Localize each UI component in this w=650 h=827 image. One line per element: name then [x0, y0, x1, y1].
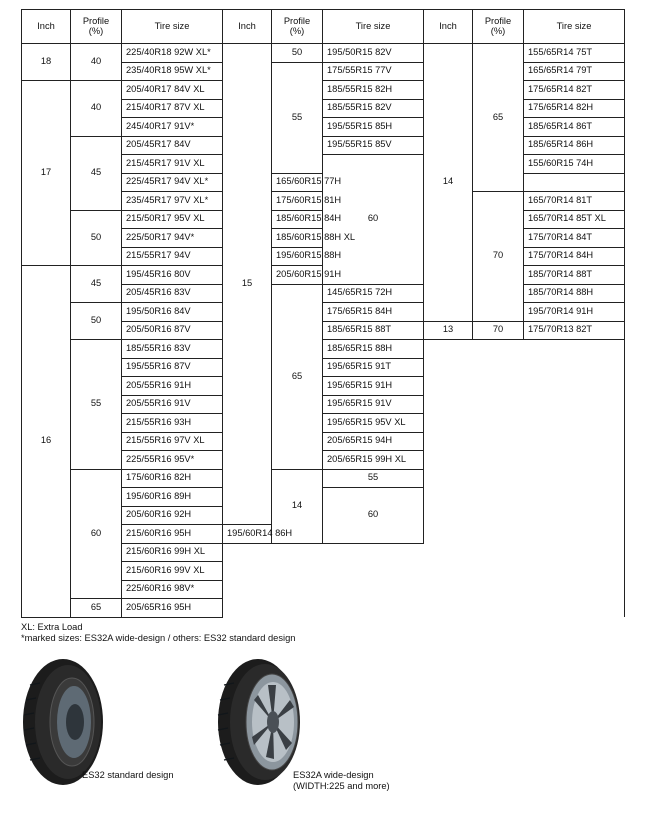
tire-size-cell: 175/70R14 84T [524, 229, 625, 248]
profile-cell: 45 [71, 136, 122, 210]
tire-size-cell: 195/50R16 84V [122, 303, 223, 322]
header-inch: Inch [424, 10, 473, 44]
profile-cell: 50 [71, 303, 122, 340]
header-inch: Inch [22, 10, 71, 44]
tire-size-cell: 235/40R18 95W XL* [122, 62, 223, 81]
profile-cell: 55 [71, 340, 122, 470]
profile-cell: 40 [71, 81, 122, 137]
inch-cell: 13 [424, 321, 473, 340]
tire-size-cell: 225/40R18 92W XL* [122, 44, 223, 63]
tire-size-cell: 175/70R14 84H [524, 247, 625, 266]
tire-size-cell: 215/45R17 91V XL [122, 155, 223, 174]
header-profile: Profile (%) [71, 10, 122, 44]
tire-size-cell: 185/70R14 88H [524, 284, 625, 303]
inch-cell: 14 [272, 469, 323, 543]
tire-size-cell: 185/65R14 86T [524, 118, 625, 137]
profile-cell: 60 [71, 469, 122, 599]
tire-size-cell: 185/55R16 83V [122, 340, 223, 359]
tire-size-cell: 185/65R14 86H [524, 136, 625, 155]
empty-area [223, 543, 424, 617]
profile-cell: 55 [272, 62, 323, 173]
inch-cell: 15 [223, 44, 272, 525]
tire-size-cell: 205/50R16 87V [122, 321, 223, 340]
tire-size-cell: 165/65R14 79T [524, 62, 625, 81]
tire-size-cell: 185/65R15 88H [323, 340, 424, 359]
tire-size-table [21, 9, 625, 618]
header-profile: Profile (%) [473, 10, 524, 44]
profile-cell: 55 [323, 469, 424, 488]
marked-sizes-note: *marked sizes: ES32A wide-design / others: ES32 standard design [21, 633, 296, 643]
tire-size-cell: 195/65R15 91H [323, 377, 424, 396]
tire-size-cell: 205/65R15 94H [323, 432, 424, 451]
tire-size-cell: 205/45R16 83V [122, 284, 223, 303]
tire-size-cell: 195/55R15 85V [323, 136, 424, 155]
table-row [22, 303, 625, 322]
header-tire-size: Tire size [524, 10, 625, 44]
tire-size-cell: 195/60R14 86H [223, 525, 272, 544]
tire-size-cell: 185/60R15 84H [272, 210, 323, 229]
tire-size-cell: 185/55R15 82V [323, 99, 424, 118]
tire-size-cell: 225/45R17 94V XL* [122, 173, 223, 192]
tire-size-cell: 215/60R16 99V XL [122, 562, 223, 581]
profile-cell: 65 [71, 599, 122, 618]
tire-size-cell: 175/55R15 77V [323, 62, 424, 81]
tire-size-cell: 245/40R17 91V* [122, 118, 223, 137]
profile-cell: 40 [71, 44, 122, 81]
table-row [22, 44, 625, 63]
tire-size-cell: 195/55R15 85H [323, 118, 424, 137]
footnotes [21, 622, 295, 644]
table-row [22, 340, 625, 359]
inch-cell: 17 [22, 81, 71, 266]
table-row [22, 136, 625, 155]
tire-size-cell: 145/65R15 72H [323, 284, 424, 303]
tire-size-cell: 195/65R15 91T [323, 358, 424, 377]
tire-size-cell: 175/60R15 81H [272, 192, 323, 211]
tire-size-cell: 215/40R17 87V XL [122, 99, 223, 118]
tire-size-cell: 155/60R15 74H [524, 155, 625, 174]
tire-size-cell: 205/55R16 91H [122, 377, 223, 396]
header-tire-size: Tire size [323, 10, 424, 44]
tire-size-cell: 225/50R17 94V* [122, 229, 223, 248]
tire-size-cell: 195/70R14 91H [524, 303, 625, 322]
header-tire-size: Tire size [122, 10, 223, 44]
profile-cell: 65 [272, 284, 323, 469]
tire-size-cell: 175/65R15 84H [323, 303, 424, 322]
wide-design-caption-line2: (WIDTH:225 and more) [293, 781, 390, 791]
tire-size-cell: 235/45R17 97V XL* [122, 192, 223, 211]
profile-cell: 45 [71, 266, 122, 303]
tire-size-cell: 185/65R15 88T [323, 321, 424, 340]
tire-size-cell: 195/45R16 80V [122, 266, 223, 285]
tire-size-cell: 215/60R16 99H XL [122, 543, 223, 562]
tire-size-cell: 205/40R17 84V XL [122, 81, 223, 100]
tire-size-cell: 165/70R14 85T XL [524, 210, 625, 229]
profile-cell: 70 [473, 321, 524, 340]
tire-size-cell: 185/70R14 88T [524, 266, 625, 285]
tire-size-cell: 195/60R16 89H [122, 488, 223, 507]
tire-size-cell: 175/70R13 82T [524, 321, 625, 340]
tire-size-cell: 155/65R14 75T [524, 44, 625, 63]
profile-cell: 60 [323, 155, 424, 285]
tire-size-cell: 215/60R16 95H [122, 525, 223, 544]
tire-size-cell: 205/60R16 92H [122, 506, 223, 525]
tire-size-cell: 205/60R15 91H [272, 266, 323, 285]
tire-size-cell: 185/60R15 88H XL [272, 229, 323, 248]
tire-size-cell: 165/70R14 81T [524, 192, 625, 211]
tire-size-cell: 195/50R15 82V [323, 44, 424, 63]
tire-size-cell [524, 173, 625, 192]
header-inch: Inch [223, 10, 272, 44]
inch-cell: 16 [22, 266, 71, 618]
tire-size-cell: 205/55R16 91V [122, 395, 223, 414]
tire-size-cell: 165/60R15 77H [272, 173, 323, 192]
tire-size-cell: 195/55R16 87V [122, 358, 223, 377]
tire-size-cell: 175/60R16 82H [122, 469, 223, 488]
inch-cell: 18 [22, 44, 71, 81]
tire-size-cell: 175/65R14 82T [524, 81, 625, 100]
tire-size-cell: 215/55R17 94V [122, 247, 223, 266]
tire-size-cell: 205/45R17 84V [122, 136, 223, 155]
tire-size-cell: 195/60R15 88H [272, 247, 323, 266]
tire-size-cell: 225/60R16 98V* [122, 580, 223, 599]
tire-size-cell: 205/65R16 95H [122, 599, 223, 618]
standard-design-caption: ES32 standard design [82, 770, 174, 780]
tire-size-cell: 205/65R15 99H XL [323, 451, 424, 470]
tire-size-cell: 195/65R15 95V XL [323, 414, 424, 433]
header-profile: Profile (%) [272, 10, 323, 44]
profile-cell: 50 [272, 44, 323, 63]
tire-size-cell: 215/55R16 93H [122, 414, 223, 433]
tire-size-cell: 195/65R15 91V [323, 395, 424, 414]
profile-cell: 65 [473, 44, 524, 192]
wide-design-caption [293, 770, 390, 792]
tire-size-cell: 175/65R14 82H [524, 99, 625, 118]
tire-size-cell: 225/55R16 95V* [122, 451, 223, 470]
header-row [22, 10, 625, 44]
tire-size-cell: 215/50R17 95V XL [122, 210, 223, 229]
wide-design-caption-line1: ES32A wide-design [293, 770, 374, 780]
profile-cell: 50 [71, 210, 122, 266]
empty-area [424, 340, 625, 618]
profile-cell: 60 [323, 488, 424, 544]
xl-note: XL: Extra Load [21, 622, 83, 632]
inch-cell: 14 [424, 44, 473, 322]
tire-size-cell: 215/55R16 97V XL [122, 432, 223, 451]
tire-size-cell: 185/55R15 82H [323, 81, 424, 100]
table-row [22, 81, 625, 100]
profile-cell: 70 [473, 192, 524, 322]
